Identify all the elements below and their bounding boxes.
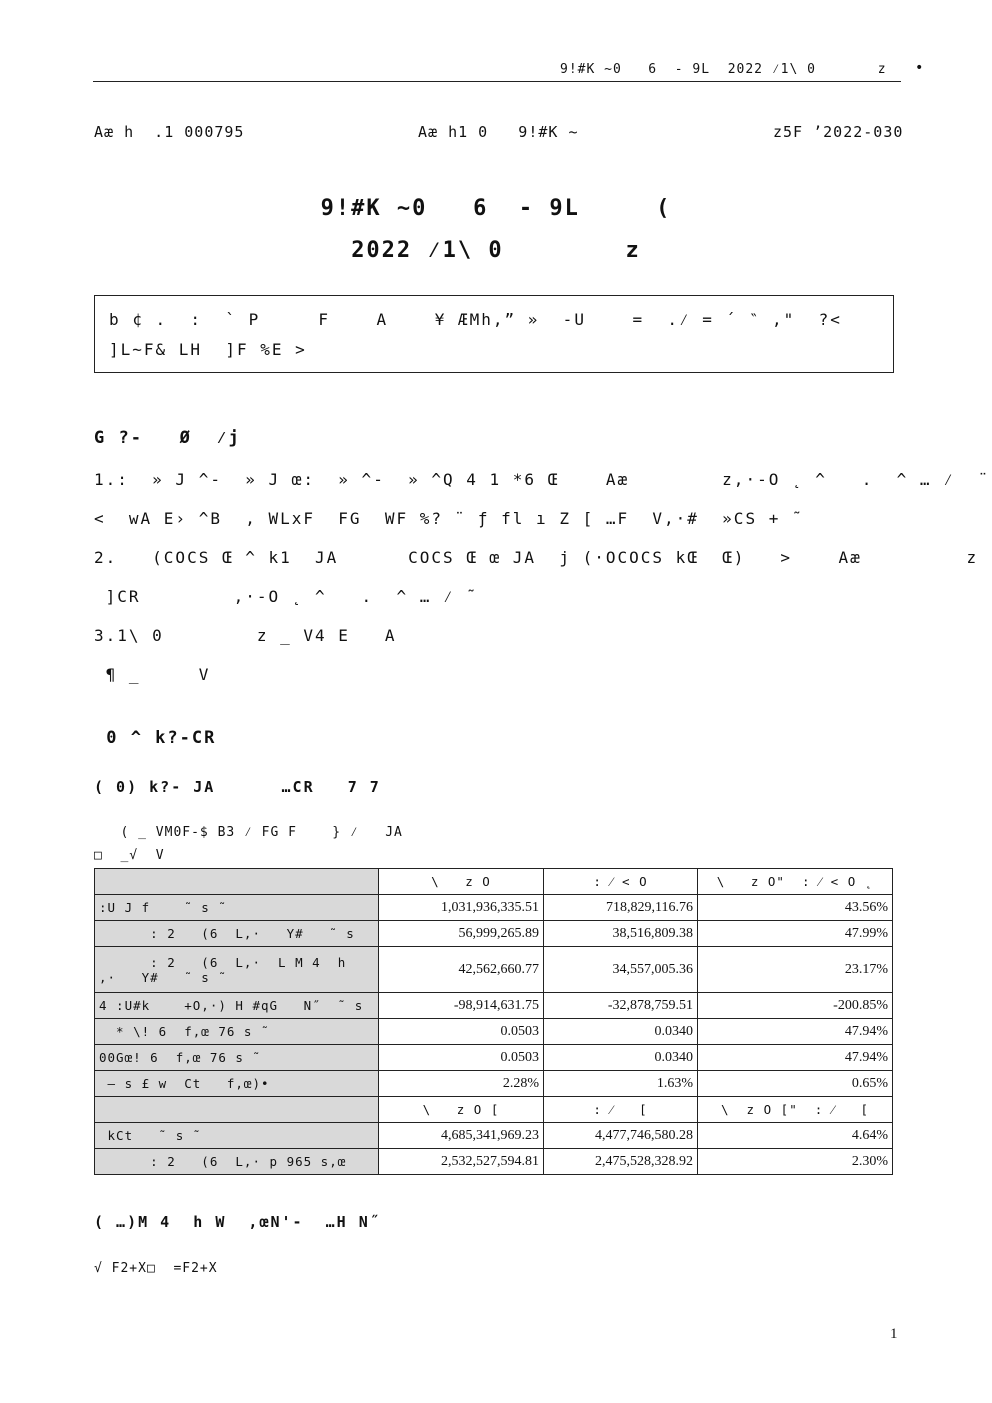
table-row <box>95 1149 893 1175</box>
table-header-row <box>95 1097 893 1123</box>
table-row <box>95 921 893 947</box>
table-header-row <box>95 869 893 895</box>
table-header-cell <box>95 1097 379 1123</box>
unit-note-line-1: ( _ VM0F-$ B3 ⁄ FG F } ⁄ JA <box>94 825 403 840</box>
page-number: 1 <box>890 1326 898 1342</box>
header-bullet: • <box>915 60 924 76</box>
running-header: 9!#K ~0 6 - 9L 2022 ⁄1\ 0 z <box>560 62 887 77</box>
section-1-heading: G ?- Ø ⁄j <box>94 428 241 448</box>
section-3-line: √ F2+X□ =F2+X <box>94 1261 218 1276</box>
page-title-line-1: 9!#K ~0 6 - 9L ( <box>320 196 672 221</box>
change-value: 23.17% <box>698 947 893 993</box>
change-value: 47.94% <box>698 1019 893 1045</box>
table-row <box>95 1071 893 1097</box>
prior-value: 0.0340 <box>544 1045 698 1071</box>
financial-summary-table <box>94 868 893 1175</box>
table-row <box>95 1045 893 1071</box>
section-1-item: ]CR ,·-O ˛ ^ . ^ … ⁄ ˜ <box>94 587 478 606</box>
table-row <box>95 1019 893 1045</box>
change-value: 0.65% <box>698 1071 893 1097</box>
current-value: 0.0503 <box>379 1045 544 1071</box>
row-label: * \! 6 f,œ 76 s ˜ <box>95 1019 379 1045</box>
change-value: 43.56% <box>698 895 893 921</box>
change-value: 4.64% <box>698 1123 893 1149</box>
prior-value: 2,475,528,328.92 <box>544 1149 698 1175</box>
unit-note-line-2: □ _√ V <box>94 848 165 863</box>
current-value: -98,914,631.75 <box>379 993 544 1019</box>
current-value: 0.0503 <box>379 1019 544 1045</box>
prior-value: 38,516,809.38 <box>544 921 698 947</box>
table-header-cell: : ⁄ < O <box>544 869 698 895</box>
section-2-subheading: ( 0) k?- JA …CR 7 7 <box>94 778 381 796</box>
section-2-heading: 0 ^ k?-CR <box>94 728 217 748</box>
section-1-item: 2. (COCS Œ ^ k1 JA COCS Œ œ JA j (·OCOCS kŒ Œ) > Aæ z <box>94 548 979 567</box>
table-header-cell: \ z O [" : ⁄ [ <box>698 1097 893 1123</box>
table-header-cell <box>95 869 379 895</box>
row-label: : 2 (6 L,· L M 4 h ,· Y# ˜ s ˜ <box>95 947 379 993</box>
change-value: 47.99% <box>698 921 893 947</box>
table-row <box>95 895 893 921</box>
prior-value: 718,829,116.76 <box>544 895 698 921</box>
change-value: -200.85% <box>698 993 893 1019</box>
row-label: :U J f ˜ s ˜ <box>95 895 379 921</box>
prior-value: 34,557,005.36 <box>544 947 698 993</box>
page-title-line-2: 2022 ⁄1\ 0 z <box>351 238 641 263</box>
table-row <box>95 993 893 1019</box>
section-3-heading: ( …)M 4 h W ,œN'- …H N˝ <box>94 1213 381 1231</box>
prior-value: -32,878,759.51 <box>544 993 698 1019</box>
current-value: 42,562,660.77 <box>379 947 544 993</box>
row-label: : 2 (6 L,· p 965 s,œ <box>95 1149 379 1175</box>
row-label: 4 :U#k +O,·) H #qG N˝ ˜ s <box>95 993 379 1019</box>
prior-value: 4,477,746,580.28 <box>544 1123 698 1149</box>
row-label: kCt ˜ s ˜ <box>95 1123 379 1149</box>
table-row <box>95 1123 893 1149</box>
notice-line-1: b ¢ . : ` P F A ¥ ÆMh,” » -U = .⁄ = ´ ‶ ," ?< <box>109 310 842 329</box>
table-header-cell: \ z O [ <box>379 1097 544 1123</box>
section-1-item: 1.: » J ^- » J œ: » ^- » ^Q 4 1 *6 Œ Aæ z,·-O ˛ ^ . ^ … ⁄ ¨ <box>94 470 990 489</box>
table-header-cell: \ z O <box>379 869 544 895</box>
stock-code: Aæ h .1 000795 <box>94 123 245 141</box>
row-label: : 2 (6 L,· Y# ˜ s <box>95 921 379 947</box>
current-value: 1,031,936,335.51 <box>379 895 544 921</box>
table-row <box>95 947 893 993</box>
current-value: 2.28% <box>379 1071 544 1097</box>
header-rule <box>93 81 901 82</box>
notice-box <box>94 295 894 373</box>
section-1-item: ¶ _ V <box>94 665 211 684</box>
row-label: — s £ w Ct f,œ)• <box>95 1071 379 1097</box>
prior-value: 0.0340 <box>544 1019 698 1045</box>
stock-name: Aæ h1 0 9!#K ~ <box>418 123 579 141</box>
section-1-item: 3.1\ 0 z _ V4 E A <box>94 626 397 645</box>
current-value: 4,685,341,969.23 <box>379 1123 544 1149</box>
prior-value: 1.63% <box>544 1071 698 1097</box>
current-value: 2,532,527,594.81 <box>379 1149 544 1175</box>
section-1-item: < wA E› ^B , WLxF FG WF %? ¨ ƒ fl ı Z [ …F V,·# »CS + ˜ <box>94 509 804 528</box>
table-header-cell: : ⁄ [ <box>544 1097 698 1123</box>
table-header-cell: \ z O" : ⁄ < O ˛ <box>698 869 893 895</box>
change-value: 2.30% <box>698 1149 893 1175</box>
notice-line-2: ]L~F& LH ]F %E > <box>109 340 307 359</box>
announcement-number: z5F ’2022-030 <box>773 123 904 141</box>
row-label: 00Gœ! 6 f,œ 76 s ˜ <box>95 1045 379 1071</box>
change-value: 47.94% <box>698 1045 893 1071</box>
current-value: 56,999,265.89 <box>379 921 544 947</box>
